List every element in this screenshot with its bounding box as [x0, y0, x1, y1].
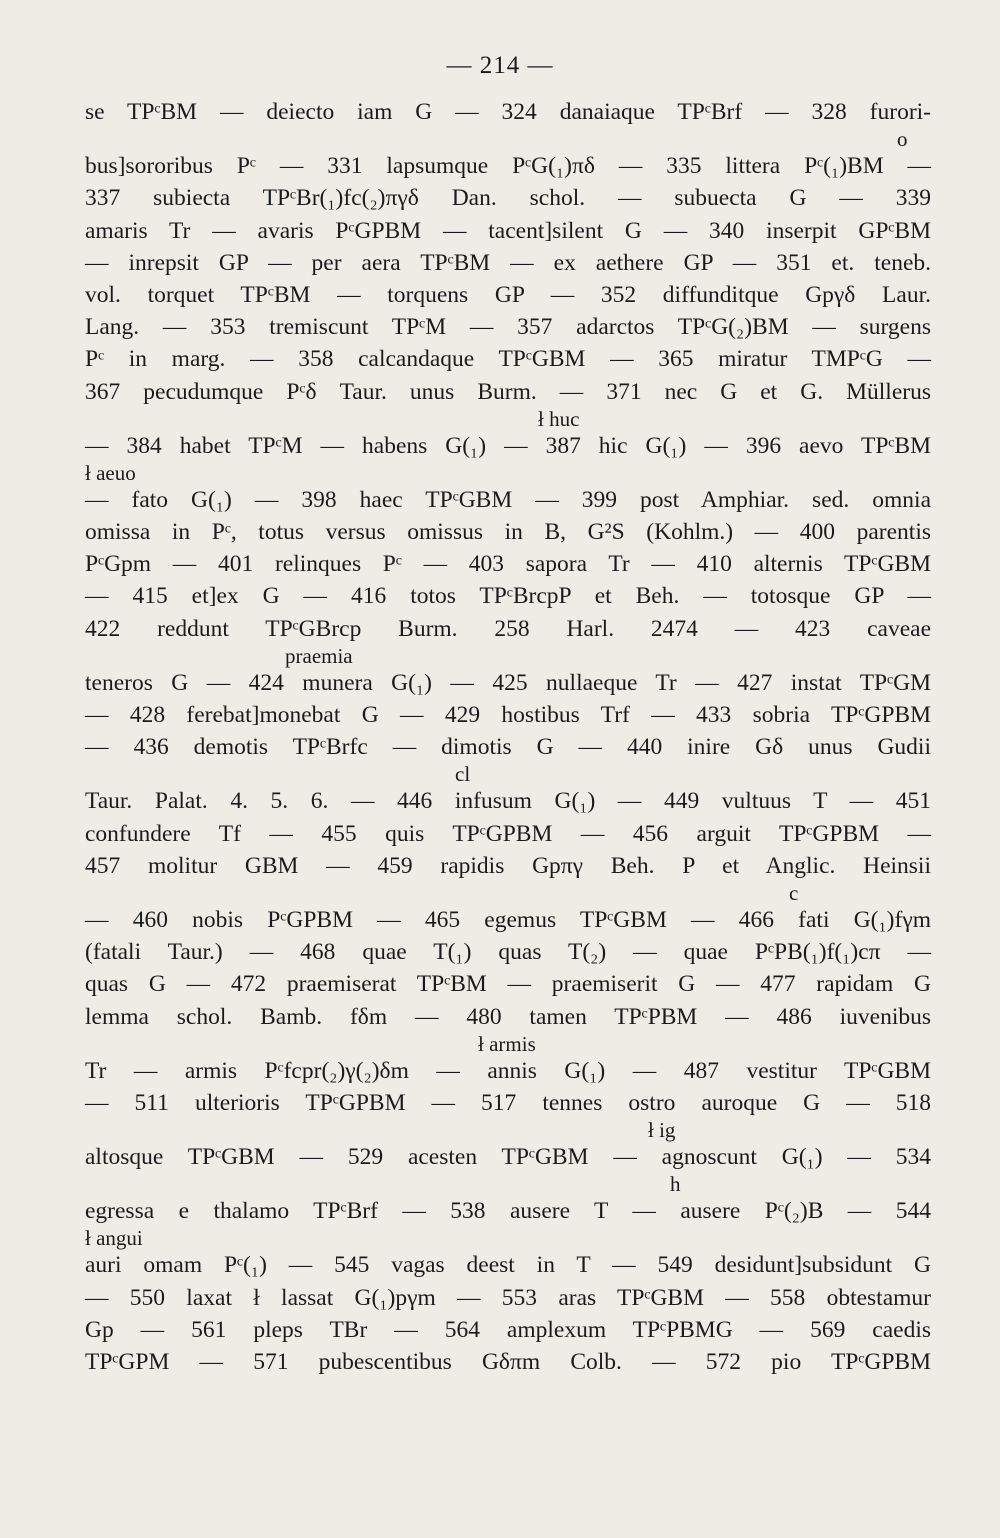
text-line: se TPᶜBM — deiecto iam G — 324 danaiaque TPᶜBrf — 328 furori- [85, 99, 931, 125]
text-line: TPᶜGPM — 571 pubescentibus Gδπm Colb. — 572 pio TPᶜGPBM [85, 1349, 931, 1375]
interlinear-gloss: ł armis [478, 1031, 536, 1056]
text-line: Pᶜ in marg. — 358 calcandaque TPᶜGBM — 365 miratur TMPᶜG — [85, 346, 931, 373]
interlinear-gloss: praemia [285, 643, 353, 668]
text-line: — 384 habet TPᶜM — habens G(₁) — 387 hic G(₁) — 396 aevo TPᶜBM [85, 432, 931, 459]
text-line: — 436 demotis TPᶜBrfc — dimotis G — 440 inire Gδ unus Gudii [85, 734, 931, 761]
interlinear-gloss: ł angui [85, 1226, 143, 1251]
text-line: — inrepsit GP — per aera TPᶜBM — ex aethere GP — 351 et. teneb. [85, 249, 931, 276]
text-line: (fatali Taur.) — 468 quae T(₁) quas T(₂) — quae PᶜPB(₁)f(₁)cπ — [85, 939, 931, 966]
interlinear-gloss: o [897, 127, 908, 152]
text-line: egressa e thalamo TPᶜBrf — 538 ausere T — ausere Pᶜ(₂)B — 544 [85, 1198, 931, 1225]
page-number: — 214 — [446, 52, 554, 79]
interlinear-gloss: ł huc [538, 406, 580, 431]
text-line: — 415 et]ex G — 416 totos TPᶜBrcpP et Beh. — totosque GP — [85, 583, 931, 610]
text-line: teneros G — 424 munera G(₁) — 425 nullaeque Tr — 427 instat TPᶜGM [85, 669, 931, 696]
interlinear-gloss: cl [455, 762, 471, 787]
text-line: Gp — 561 pleps TBr — 564 amplexum TPᶜPBMG — 569 caedis [85, 1316, 931, 1343]
text-block [85, 96, 931, 1378]
text-line: confundere Tf — 455 quis TPᶜGPBM — 456 arguit TPᶜGPBM — [85, 820, 931, 847]
text-line: — fato G(₁) — 398 haec TPᶜGBM — 399 post Amphiar. sed. omnia [85, 486, 931, 513]
text-line: quas G — 472 praemiserat TPᶜBM — praemiserit G — 477 rapidam G [85, 971, 931, 998]
text-line: Lang. — 353 tremiscunt TPᶜM — 357 adarctos TPᶜG(₂)BM — surgens [85, 314, 931, 341]
interlinear-gloss: ł aeuo [85, 460, 136, 485]
text-line: amaris Tr — avaris PᶜGPBM — tacent]silent G — 340 inserpit GPᶜBM [85, 217, 931, 244]
text-line: — 460 nobis PᶜGPBM — 465 egemus TPᶜGBM — 466 fati G(₁)fγm [85, 906, 931, 933]
text-line: — 511 ulterioris TPᶜGPBM — 517 tennes ostro auroque G — 518 [85, 1089, 931, 1116]
text-line: 422 reddunt TPᶜGBrcp Burm. 258 Harl. 2474 — 423 caveae [85, 615, 931, 642]
text-line: auri omam Pᶜ(₁) — 545 vagas deest in T — 549 desidunt]subsidunt G [85, 1252, 931, 1279]
text-line: Tr — armis Pᶜfcpr(₂)γ(₂)δm — annis G(₁) — 487 vestitur TPᶜGBM [85, 1057, 931, 1084]
text-line: Taur. Palat. 4. 5. 6. — 446 infusum G(₁) — 449 vultuus T — 451 [85, 788, 931, 815]
text-line: — 550 laxat ł lassat G(₁)pγm — 553 aras TPᶜGBM — 558 obtestamur [85, 1284, 931, 1311]
text-line: 337 subiecta TPᶜBr(₁)fc(₂)πγδ Dan. schol. — subuecta G — 339 [85, 185, 931, 212]
text-line: — 428 ferebat]monebat G — 429 hostibus Trf — 433 sobria TPᶜGPBM [85, 702, 931, 728]
text-line: omissa in Pᶜ, totus versus omissus in B, G²S (Kohlm.) — 400 parentis [85, 519, 931, 546]
interlinear-gloss: ł ig [648, 1118, 676, 1143]
text-line: 367 pecudumque Pᶜδ Taur. unus Burm. — 371 nec G et G. Müllerus [85, 378, 931, 405]
interlinear-gloss: h [670, 1172, 681, 1197]
text-line: bus]sororibus Pᶜ — 331 lapsumque PᶜG(₁)πδ — 335 littera Pᶜ(₁)BM — [85, 153, 931, 180]
interlinear-gloss: c [789, 880, 799, 905]
text-line: 457 molitur GBM — 459 rapidis Gpπγ Beh. P et Anglic. Heinsii [85, 852, 931, 879]
text-line: vol. torquet TPᶜBM — torquens GP — 352 diffunditque Gpγδ Laur. [85, 281, 931, 308]
text-line: altosque TPᶜGBM — 529 acesten TPᶜGBM — agnoscunt G(₁) — 534 [85, 1144, 931, 1171]
text-line: PᶜGpm — 401 relinques Pᶜ — 403 sapora Tr — 410 alternis TPᶜGBM [85, 551, 931, 578]
text-line: lemma schol. Bamb. fδm — 480 tamen TPᶜPBM — 486 iuvenibus [85, 1003, 931, 1030]
